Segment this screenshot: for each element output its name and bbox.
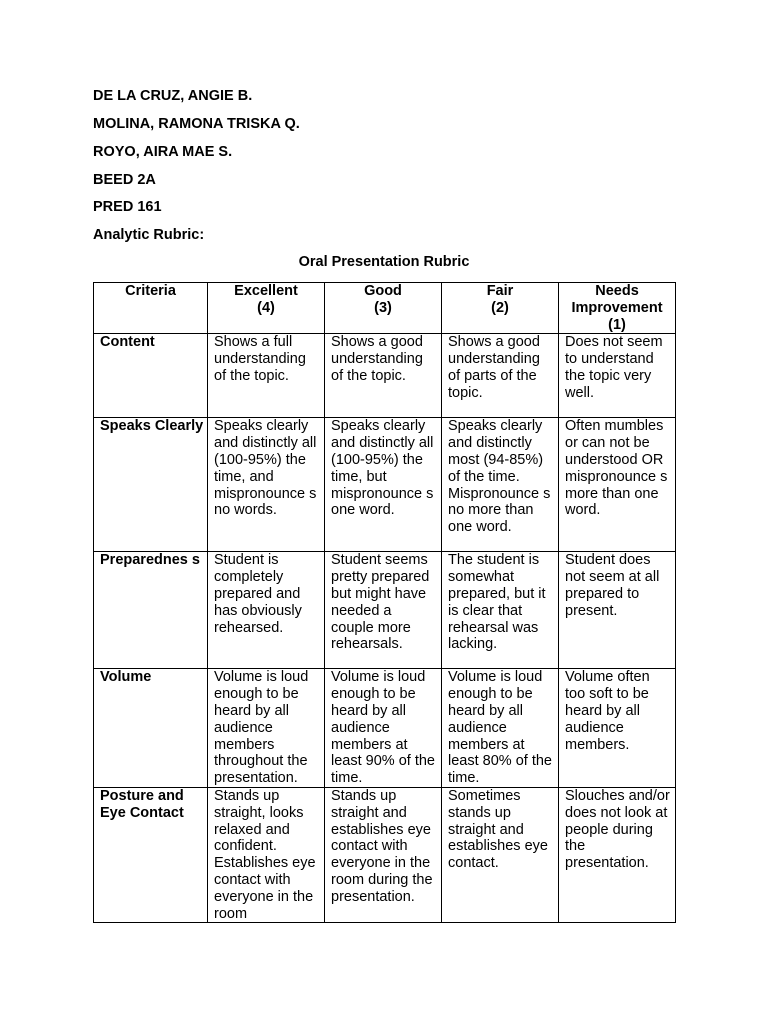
table-cell: Student is completely prepared and has obviously rehearsed. <box>208 552 325 669</box>
rubric-type-label: Analytic Rubric: <box>93 227 205 243</box>
table-cell: The student is somewhat prepared, but it is clear that rehearsal was lacking. <box>442 552 559 669</box>
student-name-3: ROYO, AIRA MAE S. <box>93 144 233 160</box>
table-row <box>94 669 676 788</box>
table-cell: Sometimes stands up straight and establishes eye contact. <box>442 787 559 922</box>
table-row <box>94 418 676 552</box>
student-name-2: MOLINA, RAMONA TRISKA Q. <box>93 116 300 132</box>
table-cell: Volume is loud enough to be heard by all audience members at least 90% of the time. <box>325 669 442 788</box>
table-cell: Volume is loud enough to be heard by all audience members throughout the presentation. <box>208 669 325 788</box>
table-cell: Stands up straight, looks relaxed and confident. Establishes eye contact with everyone in the room <box>208 787 325 922</box>
criteria-cell: Volume <box>94 669 208 788</box>
table-cell: Volume often too soft to be heard by all audience members. <box>559 669 676 788</box>
column-header-needs-improvement: Needs Improvement (1) <box>559 283 676 334</box>
section-label: BEED 2A <box>93 172 156 188</box>
column-header-good: Good (3) <box>325 283 442 334</box>
column-header-excellent: Excellent (4) <box>208 283 325 334</box>
criteria-cell: Preparednes s <box>94 552 208 669</box>
table-cell: Speaks clearly and distinctly all (100-95%) the time, and mispronounce s no words. <box>208 418 325 552</box>
table-cell: Often mumbles or can not be understood OR mispronounce s more than one word. <box>559 418 676 552</box>
table-row <box>94 334 676 418</box>
rubric-table <box>93 282 676 923</box>
table-cell: Shows a full understanding of the topic. <box>208 334 325 418</box>
table-row <box>94 552 676 669</box>
table-cell: Speaks clearly and distinctly all (100-95%) the time, but mispronounce s one word. <box>325 418 442 552</box>
table-cell: Student seems pretty prepared but might have needed a couple more rehearsals. <box>325 552 442 669</box>
table-cell: Stands up straight and establishes eye contact with everyone in the room during the presentation. <box>325 787 442 922</box>
course-code: PRED 161 <box>93 199 162 215</box>
criteria-cell: Posture and Eye Contact <box>94 787 208 922</box>
column-header-fair: Fair (2) <box>442 283 559 334</box>
criteria-cell: Content <box>94 334 208 418</box>
table-cell: Student does not seem at all prepared to present. <box>559 552 676 669</box>
table-cell: Shows a good understanding of the topic. <box>325 334 442 418</box>
table-header-row <box>94 283 676 334</box>
column-header-criteria: Criteria <box>94 283 208 334</box>
table-cell: Speaks clearly and distinctly most (94-85%) of the time. Mispronounce s no more than one word. <box>442 418 559 552</box>
table-row <box>94 787 676 922</box>
table-cell: Shows a good understanding of parts of the topic. <box>442 334 559 418</box>
table-cell: Does not seem to understand the topic very well. <box>559 334 676 418</box>
student-name-1: DE LA CRUZ, ANGIE B. <box>93 88 253 104</box>
criteria-cell: Speaks Clearly <box>94 418 208 552</box>
table-cell: Volume is loud enough to be heard by all audience members at least 80% of the time. <box>442 669 559 788</box>
rubric-title: Oral Presentation Rubric <box>298 254 470 270</box>
table-cell: Slouches and/or does not look at people during the presentation. <box>559 787 676 922</box>
